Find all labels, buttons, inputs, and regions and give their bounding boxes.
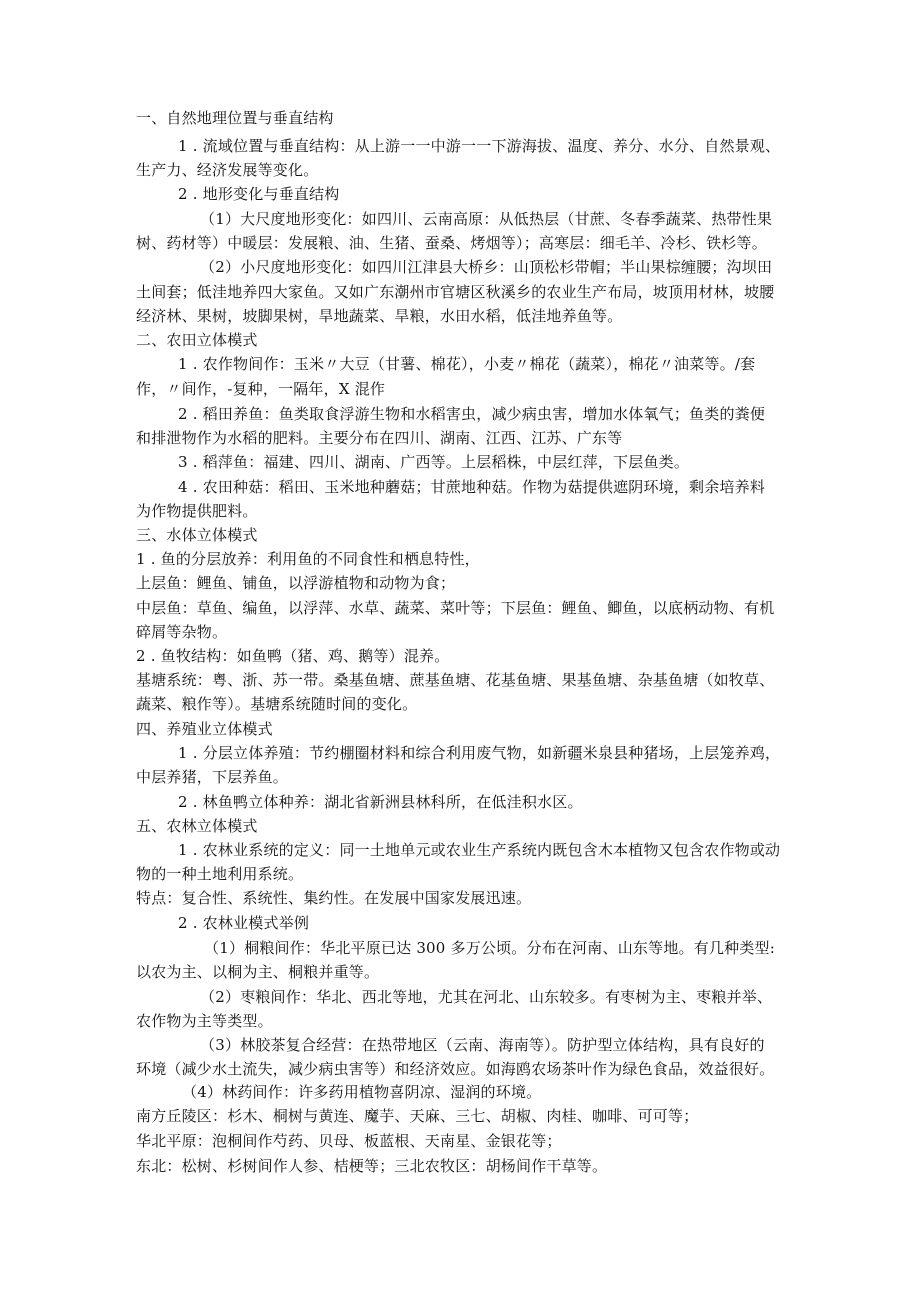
paragraph-line: 经济林、果树，坡脚果树，旱地蔬菜、旱粮，水田水稻，低洼地养鱼等。 bbox=[136, 307, 623, 325]
paragraph-line: 作，〃间作，-复种，一隔年，X 混作 bbox=[136, 380, 386, 398]
paragraph-line: 1 . 流域位置与垂直结构：从上游一一中游一一下游海拔、温度、养分、水分、自然景观、 bbox=[178, 137, 781, 155]
paragraph-line: 为作物提供肥料。 bbox=[136, 502, 258, 520]
paragraph-line: 特点：复合性、系统性、集约性。在发展中国家发展迅速。 bbox=[136, 889, 532, 907]
subheading-line: 2 . 农林业模式举例 bbox=[178, 914, 310, 932]
paragraph-line: 以农为主、以桐为主、桐粮并重等。 bbox=[136, 963, 380, 981]
paragraph-line: 1 . 农作物间作：玉米〃大豆（甘薯、棉花），小麦〃棉花（蔬菜），棉花〃油菜等。/套 bbox=[178, 355, 756, 373]
paragraph-line: 碎屑等杂物。 bbox=[136, 623, 228, 641]
paragraph-line: （4）林药间作：许多药用植物喜阴凉、湿润的环境。 bbox=[182, 1083, 542, 1101]
paragraph-line: 和排泄物作为水稻的肥料。主要分布在四川、湖南、江西、江苏、广东等 bbox=[136, 429, 623, 447]
paragraph-line: （1）桐粮间作：华北平原已达 300 多万公顷。分布在河南、山东等地。有几种类型: bbox=[204, 939, 775, 957]
paragraph-line: 3 . 稻萍鱼：福建、四川、湖南、广西等。上层稻株，中层红萍，下层鱼类。 bbox=[178, 453, 690, 471]
paragraph-line: 2 . 稻田养鱼：鱼类取食浮游生物和水稻害虫，减少病虫害，增加水体氧气；鱼类的粪便 bbox=[178, 405, 766, 423]
paragraph-line: （1）大尺度地形变化：如四川、云南高原：从低热层（甘蔗、冬春季蔬菜、热带性果 bbox=[200, 210, 773, 228]
paragraph-line: （2）枣粮间作：华北、西北等地，尤其在河北、山东较多。有枣树为主、枣粮并举、 bbox=[200, 988, 773, 1006]
section-heading-3: 三、水体立体模式 bbox=[136, 526, 258, 544]
paragraph-line: 蔬菜、粮作等）。基塘系统随时间的变化。 bbox=[136, 695, 418, 713]
paragraph-line: 土间套；低洼地养四大家鱼。又如广东潮州市官塘区秋溪乡的农业生产布局，坡顶用材林，坡腰 bbox=[136, 283, 775, 301]
paragraph-line: 树、药材等）中暖层：发展粮、油、生猪、蚕桑、烤烟等）；高寒层：细毛羊、冷杉、铁杉等。 bbox=[136, 234, 767, 252]
section-heading-4: 四、养殖业立体模式 bbox=[136, 720, 273, 738]
section-heading-5: 五、农林立体模式 bbox=[136, 817, 258, 835]
paragraph-line: （3）林胶茶复合经营：在热带地区（云南、海南等）。防护型立体结构，具有良好的 bbox=[200, 1036, 765, 1054]
paragraph-line: 中层养猪，下层养鱼。 bbox=[136, 768, 289, 786]
paragraph-line: 生产力、经济发展等变化。 bbox=[136, 161, 319, 179]
subheading-line: 2 . 地形变化与垂直结构 bbox=[178, 185, 340, 203]
paragraph-line: 4 . 农田种菇：稻田、玉米地种蘑菇；甘蔗地种菇。作物为菇提供遮阴环境，剩余培养料 bbox=[178, 478, 766, 496]
paragraph-line: 农作物为主等类型。 bbox=[136, 1012, 273, 1030]
paragraph-line: 物的一种土地利用系统。 bbox=[136, 865, 304, 883]
paragraph-line: 1 . 鱼的分层放养：利用鱼的不同食性和栖息特性， bbox=[136, 550, 480, 568]
paragraph-line: 中层鱼：草鱼、编鱼，以浮萍、水草、蔬菜、菜叶等；下层鱼：鲤鱼、鲫鱼，以底柄动物、有机 bbox=[136, 599, 775, 617]
paragraph-line: 1 . 分层立体养殖：节约棚圈材料和综合利用废气物，如新疆米泉县种猪场，上层笼养鸡， bbox=[178, 744, 781, 762]
paragraph-line: 1 . 农林业系统的定义：同一土地单元或农业生产系统内既包含木本植物又包含农作物或动 bbox=[178, 841, 781, 859]
paragraph-line: 2 . 鱼牧结构：如鱼鸭（猪、鸡、鹅等）混养。 bbox=[136, 647, 450, 665]
paragraph-line: 环境（减少水土流失，减少病虫害等）和经济效应。如海鸥农场茶叶作为绿色食品，效益很好。 bbox=[136, 1060, 775, 1078]
paragraph-line: 南方丘陵区：杉木、桐树与黄连、魔芋、天麻、三七、胡椒、肉桂、咖啡、可可等； bbox=[136, 1107, 699, 1125]
section-heading-2: 二、农田立体模式 bbox=[136, 331, 258, 349]
paragraph-line: （2）小尺度地形变化：如四川江津县大桥乡：山顶松杉带帽；半山果棕缠腰；沟坝田 bbox=[200, 258, 773, 276]
section-heading-1: 一、自然地理位置与垂直结构 bbox=[136, 109, 334, 127]
paragraph-line: 2 . 林鱼鸭立体种养：湖北省新洲县林科所，在低洼积水区。 bbox=[178, 793, 583, 811]
paragraph-line: 上层鱼：鲤鱼、铺鱼，以浮游植物和动物为食； bbox=[136, 574, 456, 592]
paragraph-line: 华北平原：泡桐间作芍药、贝母、板蓝根、天南星、金银花等； bbox=[136, 1132, 562, 1150]
paragraph-line: 东北：松树、杉树间作人参、桔梗等；三北农牧区：胡杨间作干草等。 bbox=[136, 1157, 608, 1175]
paragraph-line: 基塘系统：粤、浙、苏一带。桑基鱼塘、蔗基鱼塘、花基鱼塘、果基鱼塘、杂基鱼塘（如牧草、 bbox=[136, 671, 775, 689]
